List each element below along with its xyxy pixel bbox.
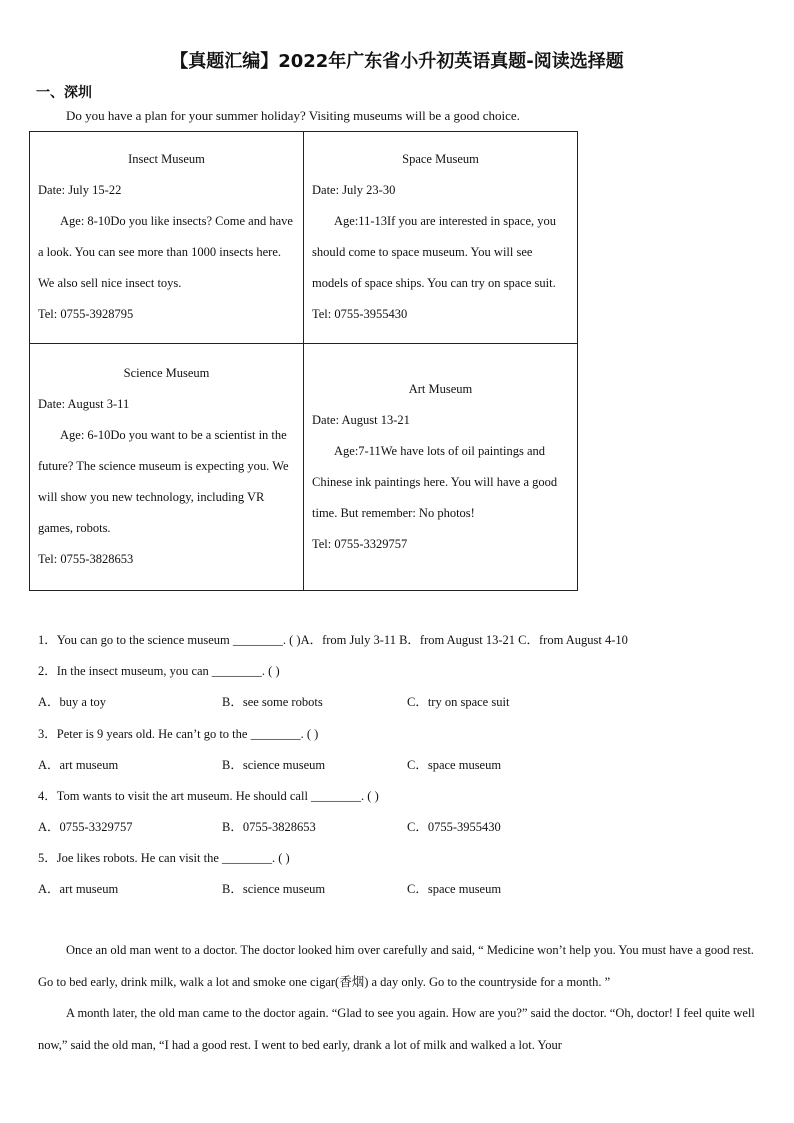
question-3: 3．Peter is 9 years old. He can’t go to the ________. ( ) [38, 727, 319, 741]
q2-option-c: C．try on space suit [407, 695, 510, 709]
museum-description: Age: 6-10Do you want to be a scientist in the future? The science museum is expecting you. We will show you new technology, including VR games, robots. [38, 428, 289, 536]
q4-option-b: B．0755-3828653 [222, 820, 316, 834]
q3-option-a: A．art museum [38, 758, 119, 772]
museum-tel: Tel: 0755-3928795 [38, 307, 134, 322]
museum-name: Art Museum [408, 381, 473, 396]
museum-card-art [304, 343, 578, 590]
museum-name: Science Museum [123, 366, 210, 381]
museum-card-insect [30, 132, 304, 344]
reading-passage-2 [38, 935, 760, 1061]
museum-date: Date: July 15-22 [38, 183, 122, 198]
museum-description: Age:11-13If you are interested in space, you should come to space museum. You will see models of space ships. You can try on space suit. [312, 214, 557, 291]
museum-tel: Tel: 0755-3329757 [312, 536, 408, 551]
question-2: 2．In the insect museum, you can ________. ( ) [38, 664, 280, 678]
intro-text: Do you have a plan for your summer holiday? Visiting museums will be a good choice. [66, 108, 520, 123]
museum-tel: Tel: 0755-3955430 [312, 307, 408, 322]
question-1: 1．You can go to the science museum ________. ( )A．from July 3-11 B．from August 13-21 C．from August 4-10 [38, 633, 628, 647]
q5-option-a: A．art museum [38, 882, 119, 896]
q3-option-b: B．science museum [222, 758, 326, 772]
q4-option-c: C．0755-3955430 [407, 820, 501, 834]
passage-paragraph-2: A month later, the old man came to the doctor again. “Glad to see you again. How are you?” said the doctor. “Oh, doctor! I feel quite well now,” said the old man, “I had a good rest. I went to bed early, drank a lot of milk and walked a lot. Your [38, 1006, 755, 1052]
museum-tel: Tel: 0755-3828653 [38, 552, 134, 567]
q5-option-c: C．space museum [407, 882, 502, 896]
museum-name: Space Museum [402, 152, 479, 167]
q5-option-b: B．science museum [222, 882, 326, 896]
museum-date: Date: August 13-21 [312, 412, 410, 427]
museum-description: Age:7-11We have lots of oil paintings and Chinese ink paintings here. You will have a good time. But remember: No photos! [312, 443, 558, 520]
museum-date: Date: July 23-30 [312, 183, 396, 198]
page-title: 【真题汇编】2022年广东省小升初英语真题-阅读选择题 [170, 51, 624, 72]
museum-table [29, 131, 578, 591]
q2-option-a: A．buy a toy [38, 695, 107, 709]
q2-option-b: B．see some robots [222, 695, 323, 709]
section-heading: 一、深圳 [36, 85, 92, 101]
museum-card-science [30, 343, 304, 590]
museum-description: Age: 8-10Do you like insects? Come and have a look. You can see more than 1000 insects here. We also sell nice insect toys. [38, 214, 293, 291]
q3-option-c: C．space museum [407, 758, 502, 772]
q4-option-a: A．0755-3329757 [38, 820, 133, 834]
museum-date: Date: August 3-11 [38, 397, 130, 412]
question-4: 4．Tom wants to visit the art museum. He should call ________. ( ) [38, 789, 379, 803]
museum-name: Insect Museum [128, 152, 205, 167]
museum-card-space [304, 132, 578, 344]
passage-paragraph-1: Once an old man went to a doctor. The doctor looked him over carefully and said, “ Medicine won’t help you. You must have a good rest. Go to bed early, drink milk, walk a lot and smoke one cigar(香烟) a day only. Go to the countryside for a month. ” [38, 943, 754, 989]
question-5: 5．Joe likes robots. He can visit the ________. ( ) [38, 851, 290, 865]
